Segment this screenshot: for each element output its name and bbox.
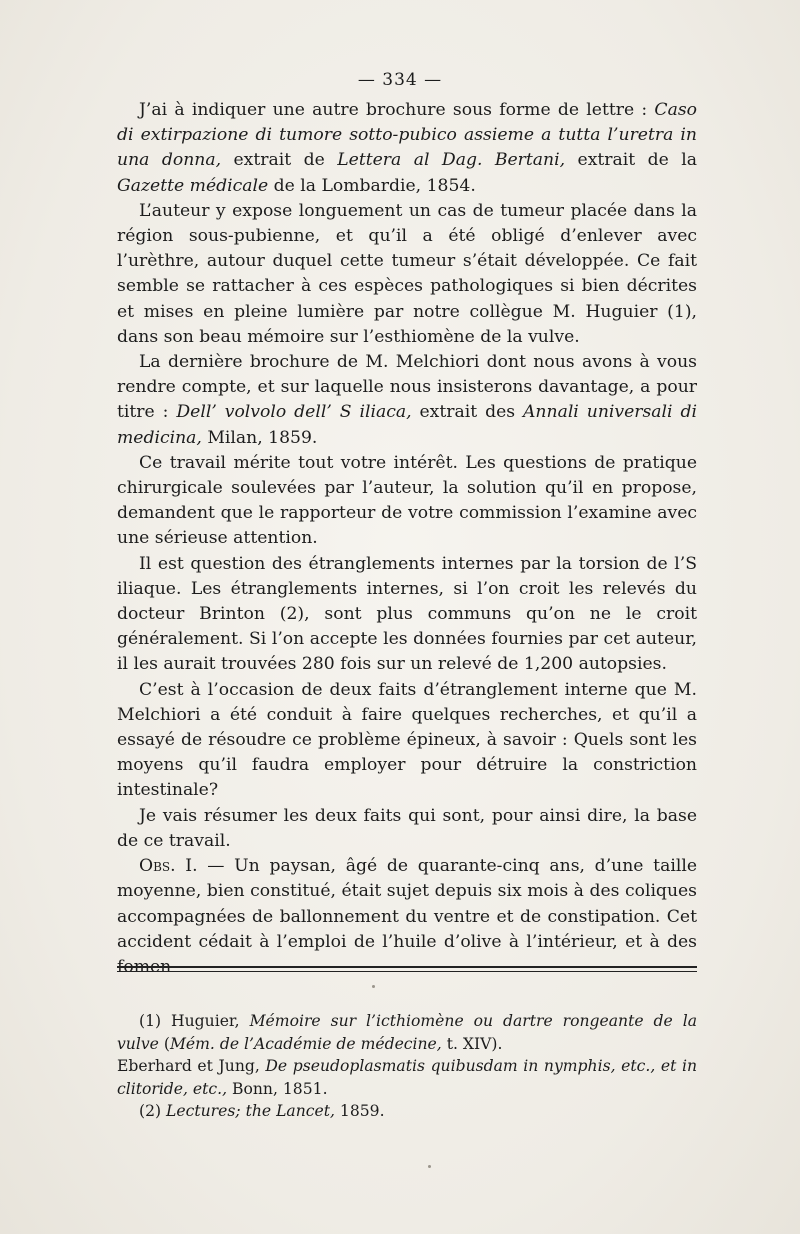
footnotes xyxy=(117,1010,697,1123)
footnote-separator-thin xyxy=(117,971,697,972)
italic-run: Caso di extirpazione di tumore sotto-pubico assieme a tutta l’uretra in una donna, xyxy=(117,100,697,171)
paragraph xyxy=(117,552,697,678)
small-caps-run: Obs. I. xyxy=(139,856,198,877)
text-run: (1) Huguier, xyxy=(139,1012,250,1030)
text-run: extrait de xyxy=(221,150,338,171)
text-run: Ce travail mérite tout votre intérêt. Les questions de pratique chirurgicale soulevées par l’auteur, la solution qu’il en propose, demandent que le rapporteur de votre commission l’examine avec une sérieuse attention. xyxy=(117,452,697,549)
italic-run: De pseudoplasmatis quibusdam in nymphis, etc., et in clitoride, etc., xyxy=(117,1057,698,1098)
text-run: extrait des xyxy=(411,402,524,423)
text-run: de la Lombardie, 1854. xyxy=(268,175,476,196)
footnote xyxy=(117,1100,697,1123)
paragraph xyxy=(117,451,697,552)
footnote xyxy=(117,1010,697,1055)
text-run: C’est à l’occasion de deux faits d’étranglement interne que M. Melchiori a été conduit à faire quelques recherches, et qu’il a essayé de résoudre ce problème épineux, à savoir : Quels sont les moyens qu’il faudra employer pour détruire la constriction intestinale? xyxy=(117,679,697,801)
text-run: — Un paysan, âgé de quarante-cinq ans, d’une taille moyenne, bien constitué, était sujet depuis six mois à des coliques accompagnées de ballonnement du ventre et de constipation. Cet accident cédait à l’emploi de l’huile d’olive à l’intérieur, et à des fomen- xyxy=(117,856,697,977)
italic-run: Mémoire sur l’icthiomène ou dartre rongeante de la vulve xyxy=(117,1012,697,1053)
text-run: Milan, 1859. xyxy=(201,427,318,448)
text-run: Je vais résumer les deux faits qui sont, pour ainsi dire, la base de ce travail. xyxy=(117,805,697,851)
text-run: La dernière brochure de M. Melchiori dont nous avons à vous rendre compte, et sur laquelle nous insisterons davantage, a pour titre : xyxy=(117,352,697,423)
italic-run: Dell’ volvolo dell’ S iliaca, xyxy=(176,402,412,423)
text-run: 1859. xyxy=(334,1102,385,1121)
text-run: extrait de la xyxy=(565,150,697,171)
footnote-separator-thick xyxy=(117,966,697,968)
paragraph xyxy=(117,199,697,350)
text-run: Bonn, 1851. xyxy=(227,1079,328,1098)
ink-speck xyxy=(428,1165,431,1168)
text-run: Eberhard et Jung, xyxy=(117,1057,266,1076)
ink-speck xyxy=(372,985,375,988)
italic-run: Lettera al Dag. Bertani, xyxy=(337,150,566,171)
paragraph xyxy=(117,804,697,854)
paragraph xyxy=(117,98,697,199)
text-run: t. XIV). xyxy=(441,1034,503,1053)
text-run: ( xyxy=(158,1034,170,1053)
text-run: J’ai à indiquer une autre brochure sous forme de lettre : xyxy=(139,100,655,120)
italic-run: Annali universali di medicina, xyxy=(117,402,697,448)
paragraph xyxy=(117,854,697,980)
page-number: — 334 — xyxy=(357,70,443,90)
italic-run: Mém. de l’Académie de médecine, xyxy=(169,1034,442,1053)
paragraph xyxy=(117,678,697,804)
text-run: Il est question des étranglements internes par la torsion de l’S iliaque. Les étranglements internes, si l’on croit les relevés du docteur Brinton (2), sont plus communs qu’on ne le croit généralement. Si l’on accepte les données fournies par cet auteur, il les aurait trouvées 280 fois sur un relevé de 1,200 autopsies. xyxy=(117,553,697,675)
italic-run: Gazette médicale xyxy=(117,175,269,196)
italic-run: Lectures; the Lancet, xyxy=(166,1102,335,1121)
paragraph xyxy=(117,350,697,451)
text-run: (2) xyxy=(139,1102,167,1121)
text-run: L’auteur y expose longuement un cas de tumeur placée dans la région sous-pubienne, et qu’il a été obligé d’enlever avec l’urèthre, autour duquel cette tumeur s’était développée. Ce fait semble se rattacher à ces espèces pathologiques si bien décrites et mises en pleine lumière par notre collègue M. Huguier (1), dans son beau mémoire sur l’esthiomène de la vulve. xyxy=(117,200,697,347)
footnote xyxy=(117,1055,697,1100)
main-text xyxy=(117,98,697,980)
